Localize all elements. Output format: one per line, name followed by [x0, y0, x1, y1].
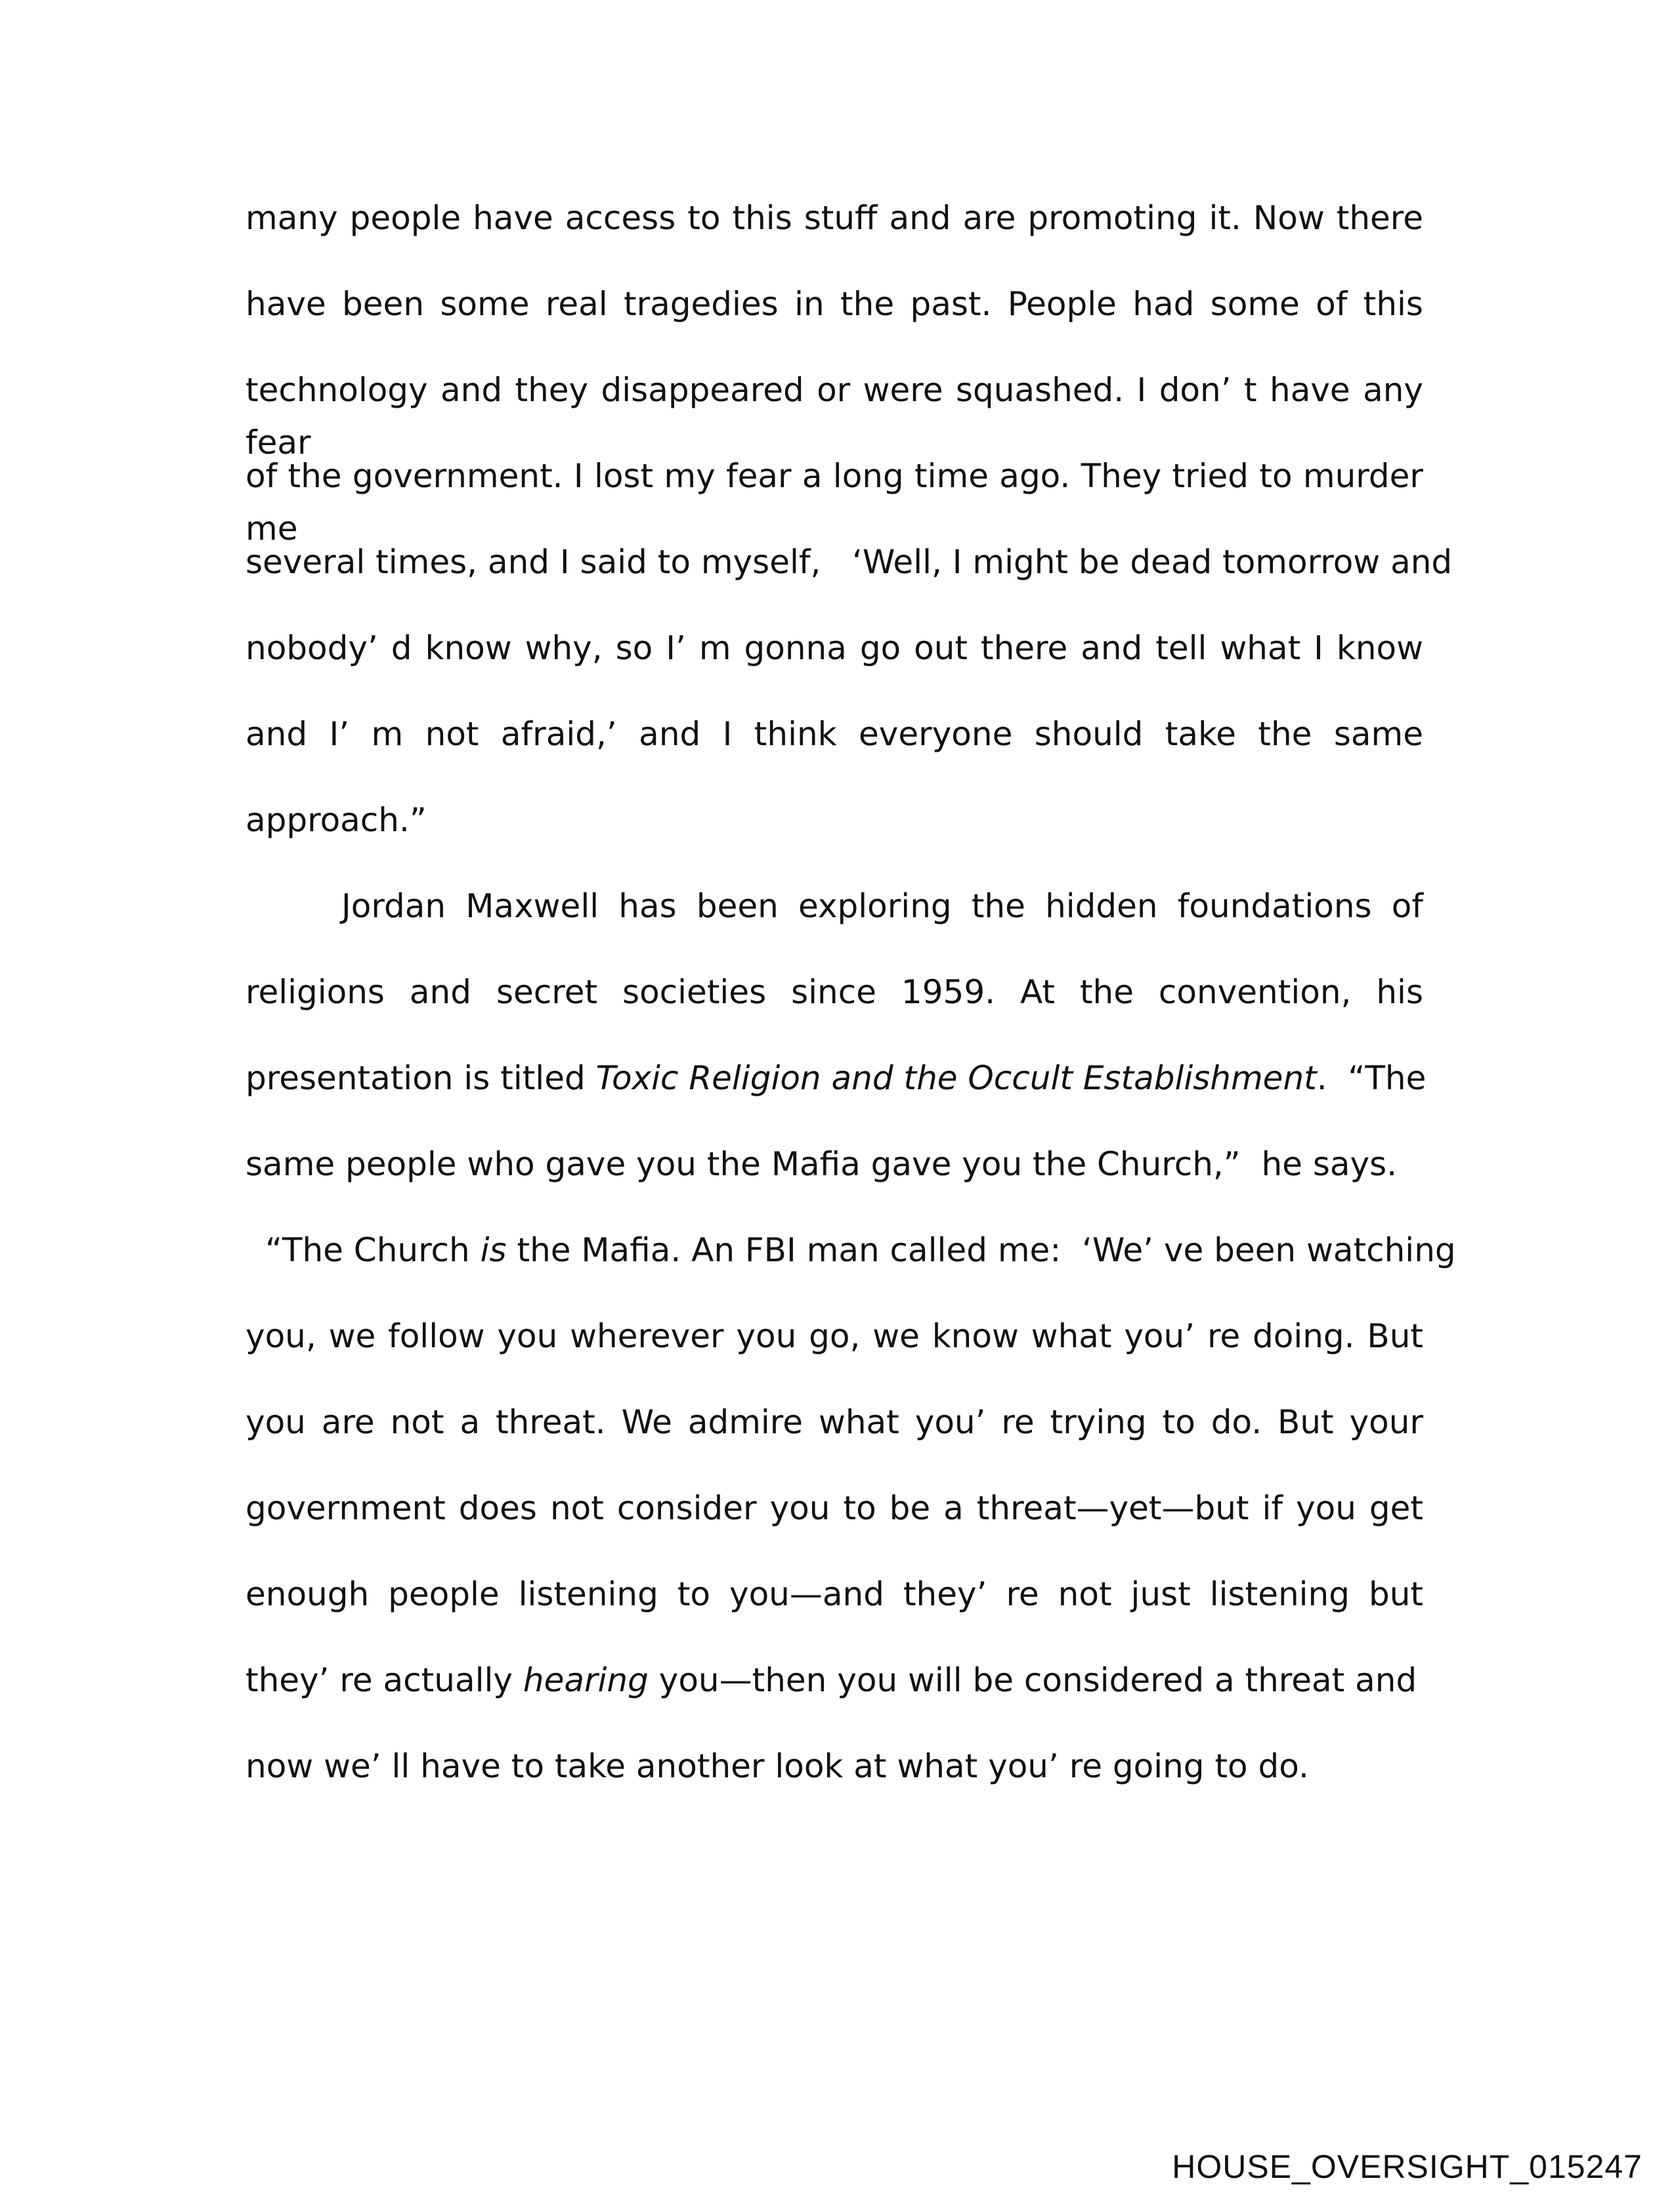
text-line	[246, 1568, 1423, 1620]
text-span: . “The	[1316, 1059, 1427, 1097]
text-span: you, we follow you wherever you go, we know what you’ re doing. But	[246, 1317, 1423, 1355]
text-span: technology and they disappeared or were squashed. I don’ t have any fear	[246, 371, 1423, 462]
text-line	[246, 364, 1423, 462]
bates-number: HOUSE_OVERSIGHT_015247	[1172, 2148, 1642, 2185]
presentation-title: Toxic Religion and the Occult Establishment	[595, 1059, 1317, 1097]
text-line	[246, 1310, 1423, 1362]
text-span: several times, and I said to myself, ‘Well, I might be dead tomorrow and	[246, 543, 1453, 581]
text-line	[246, 192, 1423, 244]
text-span: the Mafia. An FBI man called me: ‘We’ ve been watching	[506, 1231, 1456, 1269]
text-line	[341, 880, 1423, 932]
text-span: they’ re actually	[246, 1661, 523, 1699]
text-line	[246, 1052, 1427, 1104]
text-span: presentation is titled	[246, 1059, 596, 1097]
text-span: nobody’ d know why, so I’ m gonna go out there and tell what I know	[246, 629, 1423, 667]
text-span: “The Church	[265, 1231, 481, 1269]
text-line	[246, 708, 1423, 760]
text-span: have been some real tragedies in the past. People had some of this	[246, 285, 1423, 323]
text-line	[265, 1224, 1456, 1276]
text-span: same people who gave you the Mafia gave you the Church,” he says.	[246, 1145, 1398, 1183]
text-line	[246, 1740, 1423, 1792]
emphasis: is	[480, 1231, 507, 1269]
text-span: religions and secret societies since 1959. At the convention, his	[246, 973, 1423, 1011]
text-span: you—then you will be considered a threat and	[648, 1661, 1417, 1699]
text-span: you are not a threat. We admire what you’ re trying to do. But your	[246, 1403, 1423, 1441]
text-line	[246, 1482, 1423, 1534]
text-line	[246, 1138, 1423, 1190]
text-span: enough people listening to you—and they’ re not just listening but	[246, 1575, 1423, 1613]
text-span: of the government. I lost my fear a long time ago. They tried to murder me	[246, 457, 1423, 548]
text-span: government does not consider you to be a threat—yet—but if you get	[246, 1489, 1423, 1527]
text-line	[246, 450, 1423, 548]
text-line	[246, 278, 1423, 330]
text-line	[246, 1396, 1423, 1448]
text-line	[246, 794, 1423, 846]
text-span: and I’ m not afraid,’ and I think everyone should take the same	[246, 715, 1423, 753]
text-span: many people have access to this stuff and are promoting it. Now there	[246, 199, 1423, 237]
text-span: now we’ ll have to take another look at what you’ re going to do.	[246, 1747, 1309, 1785]
text-span: approach.”	[246, 801, 427, 839]
emphasis: hearing	[523, 1661, 649, 1699]
text-line	[246, 536, 1453, 588]
text-line	[246, 1654, 1423, 1706]
text-line	[246, 966, 1423, 1018]
text-span: Jordan Maxwell has been exploring the hidden foundations of	[341, 887, 1423, 925]
text-line	[246, 622, 1423, 674]
